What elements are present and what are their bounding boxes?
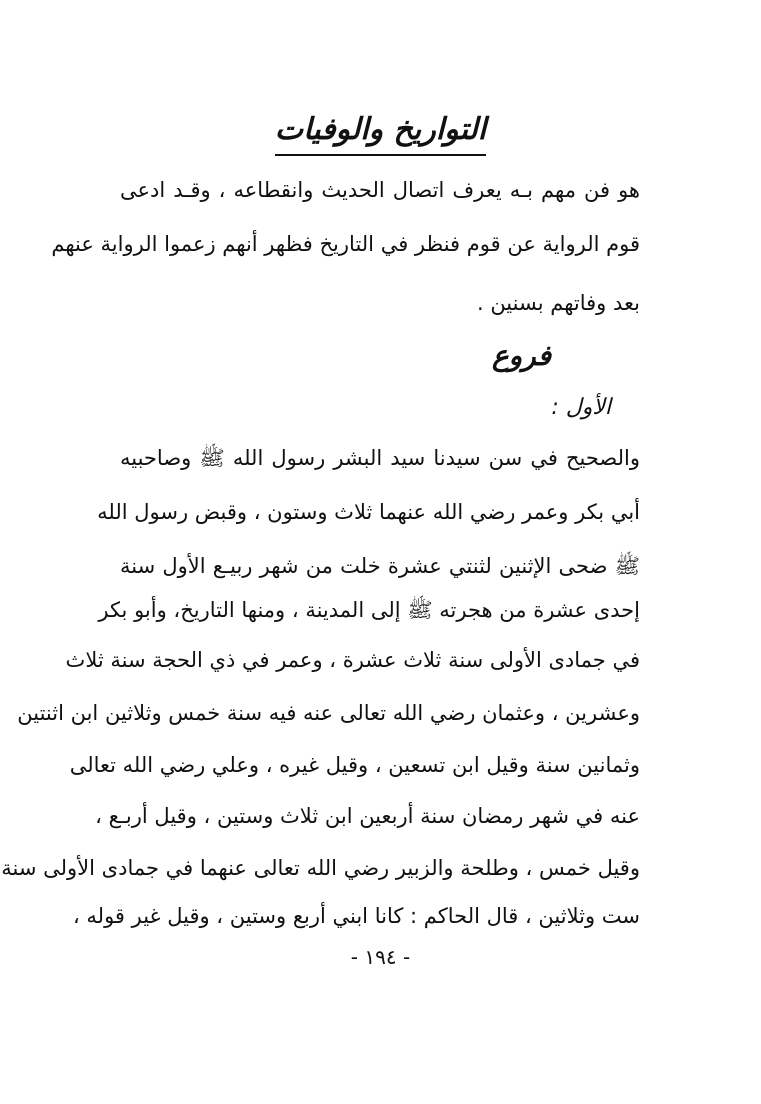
subheading: فروع xyxy=(491,339,551,372)
page-number: - ١٩٤ - xyxy=(350,945,411,969)
chapter-heading-text: التواريخ والوفيات xyxy=(275,108,486,156)
intro-line-3: بعد وفاتهم بسنين . xyxy=(476,291,640,315)
chapter-heading xyxy=(0,108,761,156)
body-line-5: في جمادى الأولى سنة ثلاث عشرة ، وعمر في ذي الحجة سنة ثلاث xyxy=(65,648,640,672)
body-line-3: ﷺ ضحى الإثنين لثنتي عشرة خلت من شهر ربيـع الأول سنة xyxy=(120,554,640,578)
intro-line-1: هو فن مهم بـه يعرف اتصال الحديث وانقطاعه ، وقـد ادعى xyxy=(120,178,640,202)
body-line-8: عنه في شهر رمضان سنة أربعين ابن ثلاث وستين ، وقيل أربـع ، xyxy=(95,804,640,828)
body-line-10: ست وثلاثين ، قال الحاكم : كانا ابني أربع وستين ، وقيل غير قوله ، xyxy=(72,904,640,928)
section-label: الأول : xyxy=(551,395,611,420)
intro-line-2: قوم الرواية عن قوم فنظر في التاريخ فظهر أنهم زعموا الرواية عنهم xyxy=(51,232,640,256)
body-line-7: وثمانين سنة وقيل ابن تسعين ، وقيل غيره ، وعلي رضي الله تعالى xyxy=(69,753,640,777)
body-line-1: والصحيح في سن سيدنا سيد البشر رسول الله ﷺ وصاحبيه xyxy=(120,446,640,470)
body-line-4: إحدى عشرة من هجرته ﷺ إلى المدينة ، ومنها التاريخ، وأبو بكر xyxy=(98,598,640,622)
body-line-2: أبي بكر وعمر رضي الله عنهما ثلاث وستون ، وقبض رسول الله xyxy=(97,500,640,524)
body-line-6: وعشرين ، وعثمان رضي الله تعالى عنه فيه سنة خمس وثلاثين ابن اثنتين xyxy=(17,701,640,725)
body-line-9: وقيل خمس ، وطلحة والزبير رضي الله تعالى عنهما في جمادى الأولى سنة xyxy=(1,856,640,880)
